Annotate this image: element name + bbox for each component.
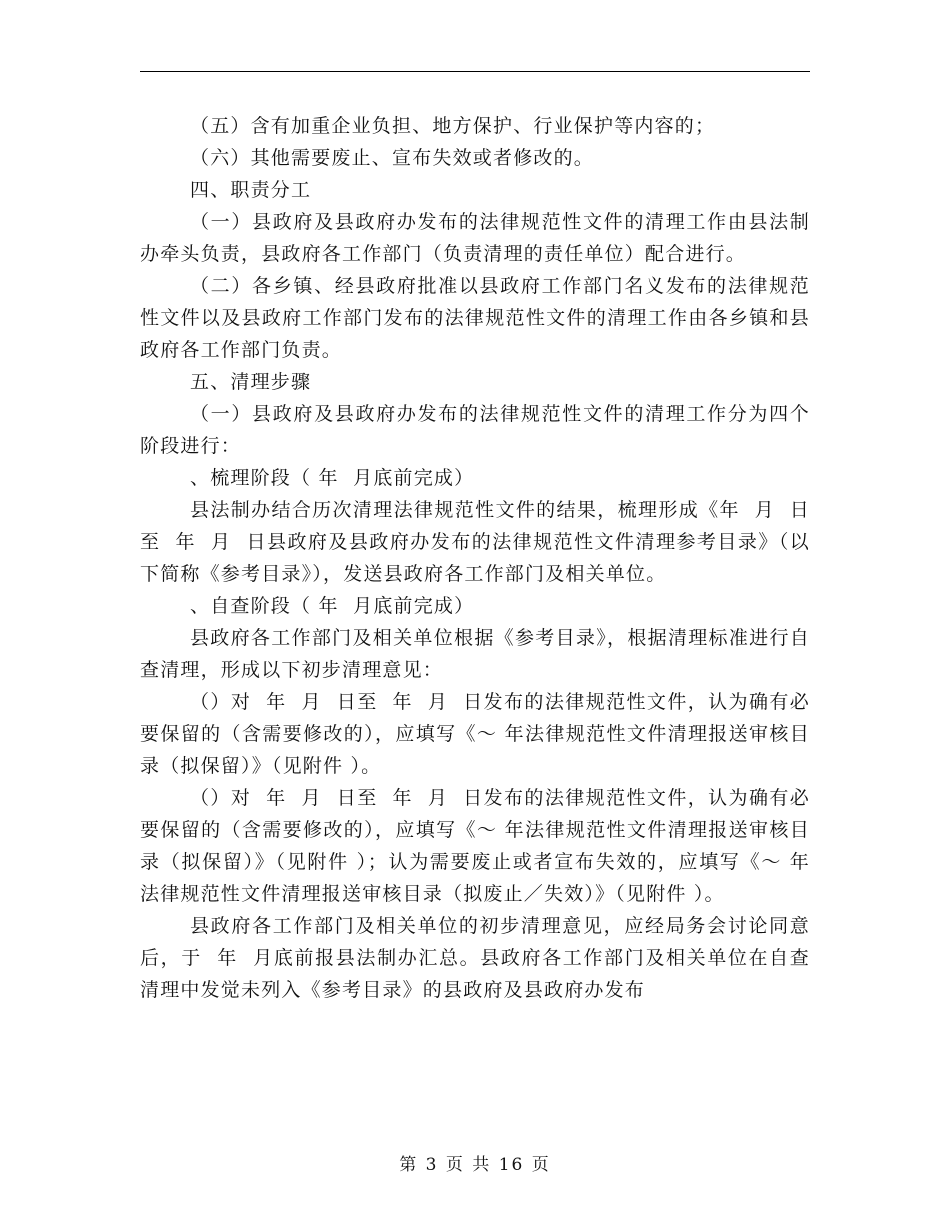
paragraph-p12: （）对 年 月 日至 年 月 日发布的法律规范性文件，认为确有必要保留的（含需要修改的），应填写《～ 年法律规范性文件清理报送审核目录（拟保留）》（见附件 ）。 — [140, 691, 810, 777]
paragraph-p13: （）对 年 月 日至 年 月 日发布的法律规范性文件，认为确有必要保留的（含需要修改的），应填写《～ 年法律规范性文件清理报送审核目录（拟保留）》（见附件 ）；认为需要废止或者宣布失效的，应填写《～ 年法律规范性文件清理报送审核目录（拟废止／失效）》（见附件 ）。 — [140, 787, 810, 905]
paragraph-p4: （一）县政府及县政府办发布的法律规范性文件的清理工作由县法制办牵头负责，县政府各工作部门（负责清理的责任单位）配合进行。 — [140, 211, 810, 265]
paragraph-p14: 县政府各工作部门及相关单位的初步清理意见，应经局务会讨论同意后，于 年 月底前报县法制办汇总。县政府各工作部门及相关单位在自查清理中发觉未列入《参考目录》的县政府及县政府办发布 — [140, 915, 810, 1001]
paragraph-p6: 五、清理步骤 — [190, 371, 312, 393]
paragraph-p9: 县法制办结合历次清理法律规范性文件的结果，梳理形成《年 月 日至 年 月 日县政府及县政府办发布的法律规范性文件清理参考目录》（以下简称《参考目录》），发送县政府各工作部门及相关单位。 — [140, 499, 810, 585]
paragraph-p5: （二）各乡镇、经县政府批准以县政府工作部门名义发布的法律规范性文件以及县政府工作部门发布的法律规范性文件的清理工作由各乡镇和县政府各工作部门负责。 — [140, 275, 810, 361]
paragraph-p11: 县政府各工作部门及相关单位根据《参考目录》，根据清理标准进行自查清理，形成以下初步清理意见： — [140, 627, 810, 681]
paragraph-p3: 四、职责分工 — [190, 179, 312, 201]
paragraph-p1: （五）含有加重企业负担、地方保护、行业保护等内容的； — [190, 115, 716, 137]
document-body — [140, 110, 810, 1006]
page-number-footer: 第 3 页 共 16 页 — [399, 1155, 551, 1175]
paragraph-p10: 、自查阶段（ 年 月底前完成） — [190, 595, 475, 617]
paragraph-p8: 、梳理阶段（ 年 月底前完成） — [190, 467, 475, 489]
paragraph-p7: （一）县政府及县政府办发布的法律规范性文件的清理工作分为四个阶段进行： — [140, 403, 810, 457]
paragraph-p2: （六）其他需要废止、宣布失效或者修改的。 — [190, 147, 595, 169]
header-rule — [140, 71, 810, 72]
